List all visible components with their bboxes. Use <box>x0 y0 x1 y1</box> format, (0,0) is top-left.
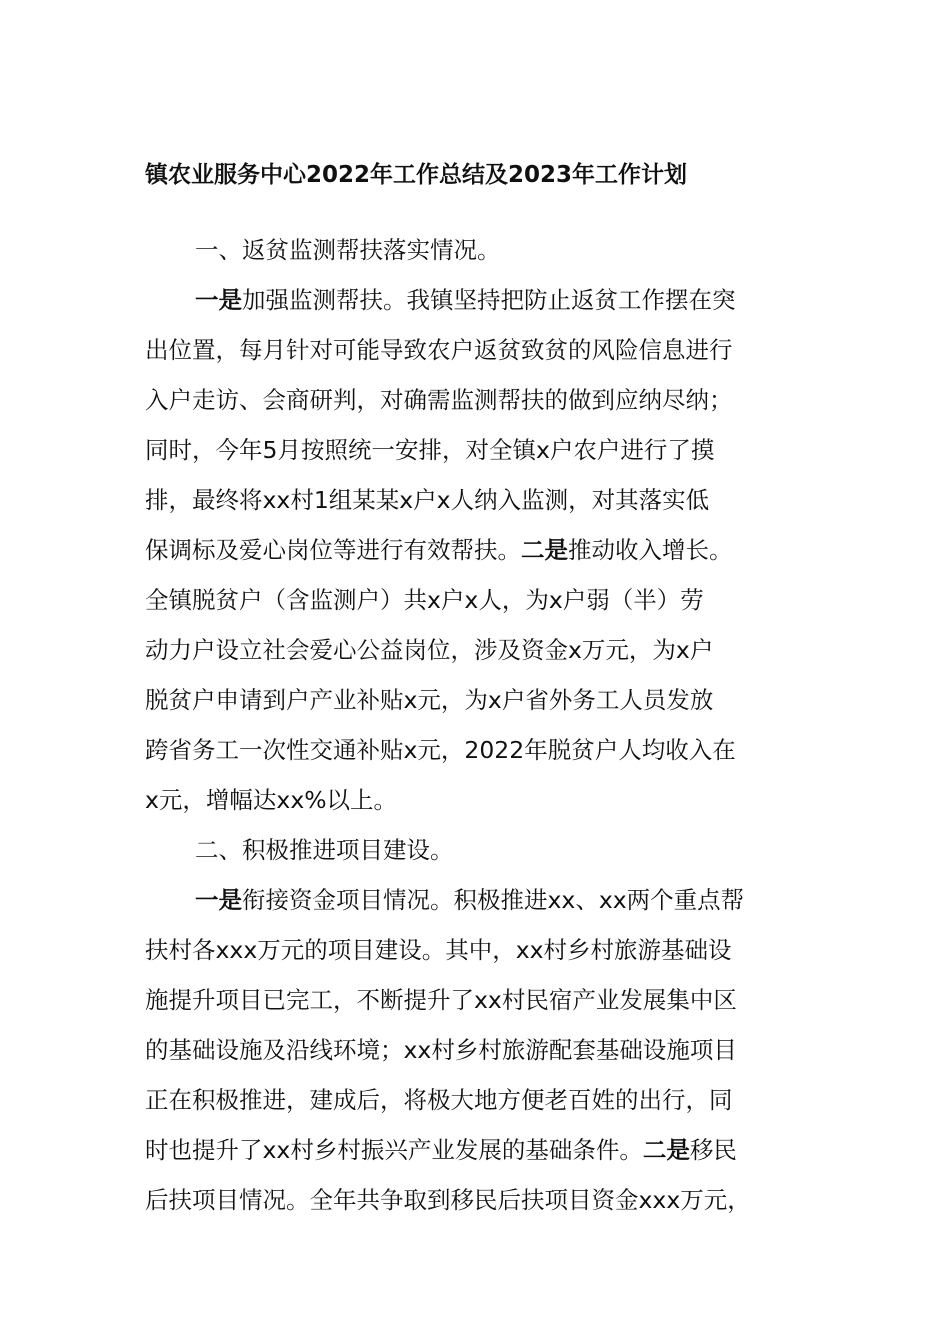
paragraph-line: 后扶项目情况。全年共争取到移民后扶项目资金xxx万元， <box>145 1186 751 1214</box>
bold-marker: 二是 <box>521 536 568 564</box>
paragraph-text: 衔接资金项目情况。积极推进xx、xx两个重点帮 <box>242 886 745 914</box>
paragraph-line: 施提升项目已完工，不断提升了xx村民宿产业发展集中区 <box>145 986 737 1014</box>
paragraph-line: 正在积极推进，建成后，将极大地方便老百姓的出行，同 <box>145 1086 733 1114</box>
paragraph-line: 出位置，每月针对可能导致农户返贫致贫的风险信息进行 <box>145 336 733 364</box>
paragraph-line: 扶村各xxx万元的项目建设。其中，xx村乡村旅游基础设 <box>145 936 732 964</box>
paragraph-line: 入户走访、会商研判，对确需监测帮扶的做到应纳尽纳； <box>145 386 733 414</box>
paragraph-text: 保调标及爱心岗位等进行有效帮扶。 <box>145 536 521 564</box>
paragraph-line: 的基础设施及沿线环境；xx村乡村旅游配套基础设施项目 <box>145 1036 737 1064</box>
paragraph-line: 全镇脱贫户（含监测户）共x户x人，为x户弱（半）劳 <box>145 586 704 614</box>
paragraph-line: 排，最终将xx村1组某某x户x人纳入监测，对其落实低 <box>145 486 710 514</box>
section-1-heading: 一、返贫监测帮扶落实情况。 <box>195 236 501 264</box>
document-body <box>145 225 815 1225</box>
bold-marker: 一是 <box>195 286 242 314</box>
paragraph-line <box>145 275 815 325</box>
document-title: 镇农业服务中心2022年工作总结及2023年工作计划 <box>145 162 688 188</box>
paragraph-line: 同时，今年5月按照统一安排，对全镇x户农户进行了摸 <box>145 436 715 464</box>
paragraph-line <box>145 875 815 925</box>
section-2-heading: 二、积极推进项目建设。 <box>195 836 454 864</box>
paragraph-text: 推动收入增长。 <box>568 536 733 564</box>
paragraph-line: 跨省务工一次性交通补贴x元，2022年脱贫户人均收入在 <box>145 736 736 764</box>
paragraph-line: 脱贫户申请到户产业补贴x元，为x户省外务工人员发放 <box>145 686 714 714</box>
bold-marker: 一是 <box>195 886 242 914</box>
paragraph-text: 时也提升了xx村乡村振兴产业发展的基础条件。 <box>145 1136 643 1164</box>
paragraph-text: 加强监测帮扶。我镇坚持把防止返贫工作摆在突 <box>242 286 736 314</box>
paragraph-line: x元，增幅达xx%以上。 <box>145 786 398 814</box>
paragraph-line <box>145 1125 815 1175</box>
paragraph-text: 移民 <box>689 1136 737 1164</box>
paragraph-line <box>145 525 815 575</box>
paragraph-line: 动力户设立社会爱心公益岗位，涉及资金x万元，为x户 <box>145 636 714 664</box>
bold-marker: 二是 <box>642 1136 690 1164</box>
